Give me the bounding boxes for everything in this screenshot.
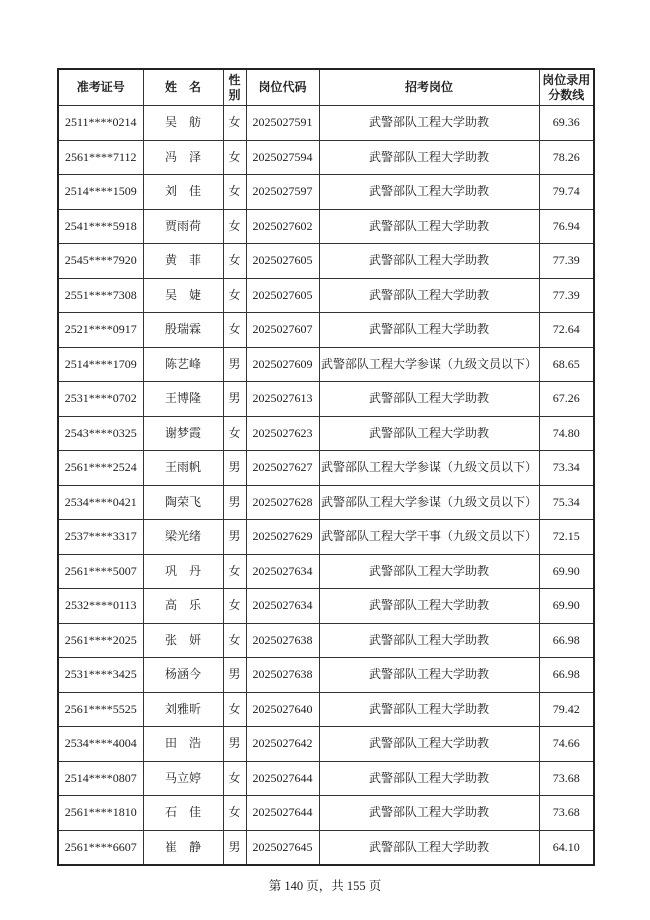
cell-gender: 女 (223, 554, 246, 589)
cell-position: 武警部队工程大学助教 (319, 106, 539, 141)
cell-code: 2025027638 (246, 623, 319, 658)
page-number-footer: 第 140 页，共 155 页 (268, 879, 382, 893)
cell-code: 2025027597 (246, 175, 319, 210)
table-row (58, 313, 594, 348)
cell-score: 66.98 (539, 658, 594, 693)
cell-position: 武警部队工程大学助教 (319, 382, 539, 417)
col-header-score: 岗位录用分数线 (539, 69, 594, 106)
cell-position: 武警部队工程大学助教 (319, 313, 539, 348)
cell-name: 张 妍 (143, 623, 223, 658)
cell-name: 巩 丹 (143, 554, 223, 589)
cell-code: 2025027607 (246, 313, 319, 348)
cell-code: 2025027642 (246, 727, 319, 762)
cell-name: 石 佳 (143, 796, 223, 831)
cell-gender: 女 (223, 761, 246, 796)
cell-gender: 女 (223, 589, 246, 624)
cell-code: 2025027634 (246, 554, 319, 589)
cell-name: 贾雨荷 (143, 209, 223, 244)
cell-exam-no: 2514****1509 (58, 175, 143, 210)
cell-score: 76.94 (539, 209, 594, 244)
col-header-code: 岗位代码 (246, 69, 319, 106)
cell-score: 68.65 (539, 347, 594, 382)
cell-name: 冯 泽 (143, 140, 223, 175)
cell-position: 武警部队工程大学助教 (319, 209, 539, 244)
cell-name: 陈艺峰 (143, 347, 223, 382)
cell-code: 2025027645 (246, 830, 319, 865)
cell-exam-no: 2531****0702 (58, 382, 143, 417)
cell-name: 王雨帆 (143, 451, 223, 486)
table-row (58, 382, 594, 417)
table-row (58, 796, 594, 831)
cell-gender: 女 (223, 278, 246, 313)
table-row (58, 244, 594, 279)
cell-score: 73.68 (539, 761, 594, 796)
table-body (58, 106, 594, 866)
cell-gender: 女 (223, 244, 246, 279)
cell-position: 武警部队工程大学参谋（九级文员以下） (319, 485, 539, 520)
cell-gender: 女 (223, 796, 246, 831)
table-row (58, 692, 594, 727)
cell-name: 谢梦霞 (143, 416, 223, 451)
cell-score: 73.34 (539, 451, 594, 486)
cell-exam-no: 2532****0113 (58, 589, 143, 624)
table-row (58, 727, 594, 762)
cell-name: 殷瑞霖 (143, 313, 223, 348)
cell-name: 黄 菲 (143, 244, 223, 279)
cell-position: 武警部队工程大学参谋（九级文员以下） (319, 451, 539, 486)
cell-position: 武警部队工程大学助教 (319, 830, 539, 865)
cell-position: 武警部队工程大学助教 (319, 692, 539, 727)
table-row (58, 106, 594, 141)
cell-gender: 女 (223, 175, 246, 210)
cell-exam-no: 2561****7112 (58, 140, 143, 175)
cell-score: 74.80 (539, 416, 594, 451)
cell-position: 武警部队工程大学助教 (319, 175, 539, 210)
table-row (58, 485, 594, 520)
cell-code: 2025027640 (246, 692, 319, 727)
cell-gender: 男 (223, 830, 246, 865)
cell-score: 69.36 (539, 106, 594, 141)
cell-score: 79.74 (539, 175, 594, 210)
cell-name: 刘 佳 (143, 175, 223, 210)
cell-gender: 女 (223, 209, 246, 244)
cell-name: 梁光绪 (143, 520, 223, 555)
cell-exam-no: 2561****1810 (58, 796, 143, 831)
cell-exam-no: 2551****7308 (58, 278, 143, 313)
cell-name: 刘雅昕 (143, 692, 223, 727)
cell-code: 2025027605 (246, 244, 319, 279)
cell-exam-no: 2521****0917 (58, 313, 143, 348)
cell-name: 陶荣飞 (143, 485, 223, 520)
cell-code: 2025027629 (246, 520, 319, 555)
cell-gender: 女 (223, 692, 246, 727)
col-header-exam-no: 准考证号 (58, 69, 143, 106)
cell-position: 武警部队工程大学助教 (319, 658, 539, 693)
cell-exam-no: 2514****0807 (58, 761, 143, 796)
cell-score: 69.90 (539, 554, 594, 589)
cell-name: 田 浩 (143, 727, 223, 762)
cell-exam-no: 2534****4004 (58, 727, 143, 762)
cell-score: 72.15 (539, 520, 594, 555)
cell-gender: 女 (223, 416, 246, 451)
cell-gender: 男 (223, 451, 246, 486)
cell-gender: 男 (223, 382, 246, 417)
cell-gender: 男 (223, 485, 246, 520)
table-header-row (58, 69, 594, 106)
cell-code: 2025027638 (246, 658, 319, 693)
cell-position: 武警部队工程大学助教 (319, 278, 539, 313)
cell-score: 73.68 (539, 796, 594, 831)
cell-position: 武警部队工程大学助教 (319, 140, 539, 175)
col-header-gender: 性别 (223, 69, 246, 106)
cell-exam-no: 2561****5007 (58, 554, 143, 589)
cell-gender: 男 (223, 520, 246, 555)
cell-name: 马立婷 (143, 761, 223, 796)
col-header-name: 姓 名 (143, 69, 223, 106)
table-row (58, 589, 594, 624)
cell-position: 武警部队工程大学参谋（九级文员以下） (319, 347, 539, 382)
cell-score: 78.26 (539, 140, 594, 175)
cell-exam-no: 2541****5918 (58, 209, 143, 244)
cell-position: 武警部队工程大学助教 (319, 554, 539, 589)
table-row (58, 520, 594, 555)
cell-score: 72.64 (539, 313, 594, 348)
cell-gender: 男 (223, 347, 246, 382)
table-row (58, 209, 594, 244)
cell-score: 67.26 (539, 382, 594, 417)
table-row (58, 347, 594, 382)
cell-code: 2025027602 (246, 209, 319, 244)
cell-position: 武警部队工程大学助教 (319, 761, 539, 796)
cell-position: 武警部队工程大学助教 (319, 796, 539, 831)
cell-name: 吴 舫 (143, 106, 223, 141)
cell-position: 武警部队工程大学干事（九级文员以下） (319, 520, 539, 555)
cell-code: 2025027594 (246, 140, 319, 175)
cell-score: 77.39 (539, 278, 594, 313)
cell-position: 武警部队工程大学助教 (319, 623, 539, 658)
cell-name: 高 乐 (143, 589, 223, 624)
cell-exam-no: 2514****1709 (58, 347, 143, 382)
cell-exam-no: 2561****6607 (58, 830, 143, 865)
cell-gender: 女 (223, 106, 246, 141)
cell-code: 2025027609 (246, 347, 319, 382)
table-row (58, 830, 594, 865)
cell-gender: 女 (223, 140, 246, 175)
cell-code: 2025027644 (246, 796, 319, 831)
cell-score: 64.10 (539, 830, 594, 865)
cell-code: 2025027591 (246, 106, 319, 141)
cell-score: 79.42 (539, 692, 594, 727)
cell-score: 69.90 (539, 589, 594, 624)
cell-gender: 男 (223, 727, 246, 762)
cell-exam-no: 2561****2025 (58, 623, 143, 658)
cell-code: 2025027644 (246, 761, 319, 796)
table-row (58, 175, 594, 210)
cell-code: 2025027627 (246, 451, 319, 486)
cell-position: 武警部队工程大学助教 (319, 416, 539, 451)
table-row (58, 623, 594, 658)
col-header-position: 招考岗位 (319, 69, 539, 106)
cell-gender: 女 (223, 623, 246, 658)
cell-code: 2025027605 (246, 278, 319, 313)
table-row (58, 658, 594, 693)
cell-exam-no: 2534****0421 (58, 485, 143, 520)
table-row (58, 554, 594, 589)
table-row (58, 140, 594, 175)
cell-code: 2025027634 (246, 589, 319, 624)
cell-score: 75.34 (539, 485, 594, 520)
cell-name: 崔 静 (143, 830, 223, 865)
cell-score: 77.39 (539, 244, 594, 279)
cell-position: 武警部队工程大学助教 (319, 589, 539, 624)
cell-exam-no: 2545****7920 (58, 244, 143, 279)
cell-exam-no: 2511****0214 (58, 106, 143, 141)
cell-name: 吴 婕 (143, 278, 223, 313)
cell-exam-no: 2561****2524 (58, 451, 143, 486)
table-row (58, 451, 594, 486)
cell-name: 王博隆 (143, 382, 223, 417)
table-row (58, 278, 594, 313)
cell-exam-no: 2543****0325 (58, 416, 143, 451)
cell-exam-no: 2537****3317 (58, 520, 143, 555)
cell-exam-no: 2561****5525 (58, 692, 143, 727)
cell-exam-no: 2531****3425 (58, 658, 143, 693)
cell-gender: 男 (223, 658, 246, 693)
cell-score: 66.98 (539, 623, 594, 658)
cell-score: 74.66 (539, 727, 594, 762)
recruitment-score-table (57, 68, 595, 866)
cell-code: 2025027623 (246, 416, 319, 451)
cell-gender: 女 (223, 313, 246, 348)
cell-position: 武警部队工程大学助教 (319, 727, 539, 762)
cell-code: 2025027613 (246, 382, 319, 417)
table-row (58, 761, 594, 796)
cell-position: 武警部队工程大学助教 (319, 244, 539, 279)
table-row (58, 416, 594, 451)
cell-code: 2025027628 (246, 485, 319, 520)
cell-name: 杨涵今 (143, 658, 223, 693)
